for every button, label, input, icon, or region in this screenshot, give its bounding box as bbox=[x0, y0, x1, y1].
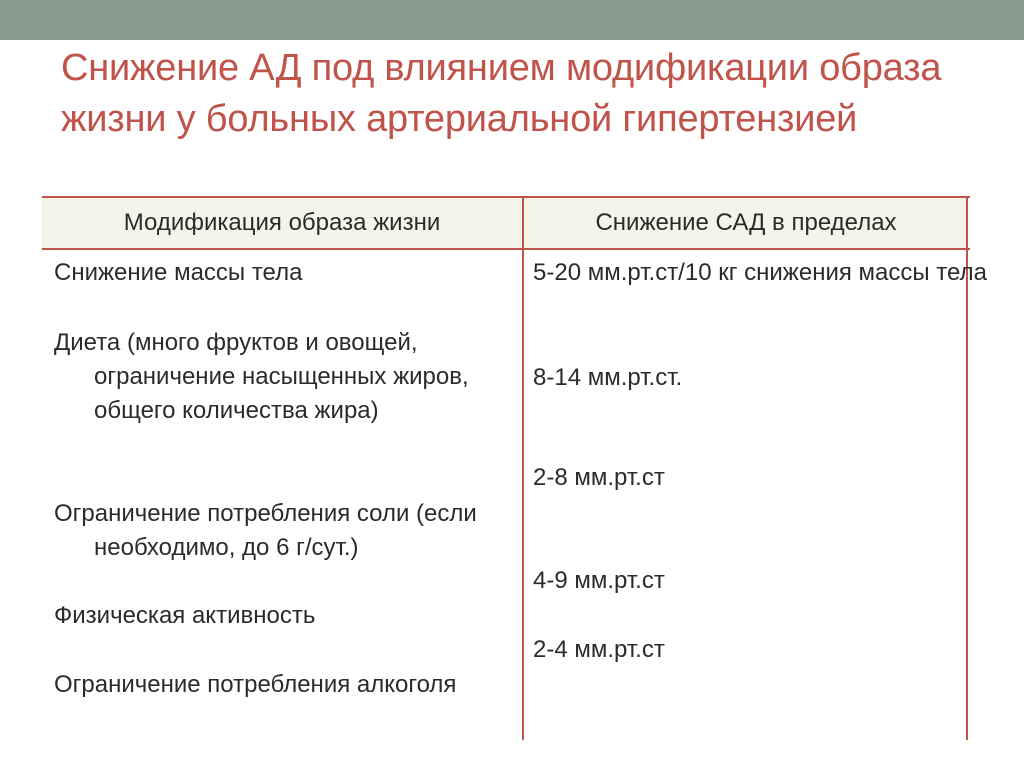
cell-physical-activity: Физическая активность bbox=[54, 602, 316, 629]
header-rule bbox=[42, 248, 970, 250]
cell-diet-value: 8-14 мм.рт.ст. bbox=[533, 364, 683, 391]
cell-alcohol-value: 2-4 мм.рт.ст bbox=[533, 636, 665, 663]
cell-salt-restriction: Ограничение потребления соли (если необходимо, до 6 г/сут.) bbox=[54, 500, 477, 561]
cell-weight-loss-value: 5-20 мм.рт.ст/10 кг снижения массы тела bbox=[533, 259, 987, 286]
header-sbp-reduction: Снижение САД в пределах bbox=[595, 209, 897, 236]
cell-weight-loss: Снижение массы тела bbox=[54, 259, 303, 286]
cell-activity-value: 4-9 мм.рт.ст bbox=[533, 567, 665, 594]
slide-title: Снижение АД под влиянием модификации образа жизни у больных артериальной гипертензией bbox=[61, 47, 942, 140]
cell-salt-value: 2-8 мм.рт.ст bbox=[533, 464, 665, 491]
cell-diet: Диета (много фруктов и овощей, ограничение насыщенных жиров, общего количества жира) bbox=[54, 329, 469, 424]
top-bar bbox=[0, 0, 1024, 40]
table-header-row bbox=[42, 198, 968, 248]
header-lifestyle-modification: Модификация образа жизни bbox=[123, 209, 441, 236]
cell-alcohol-restriction: Ограничение потребления алкоголя bbox=[54, 671, 457, 698]
